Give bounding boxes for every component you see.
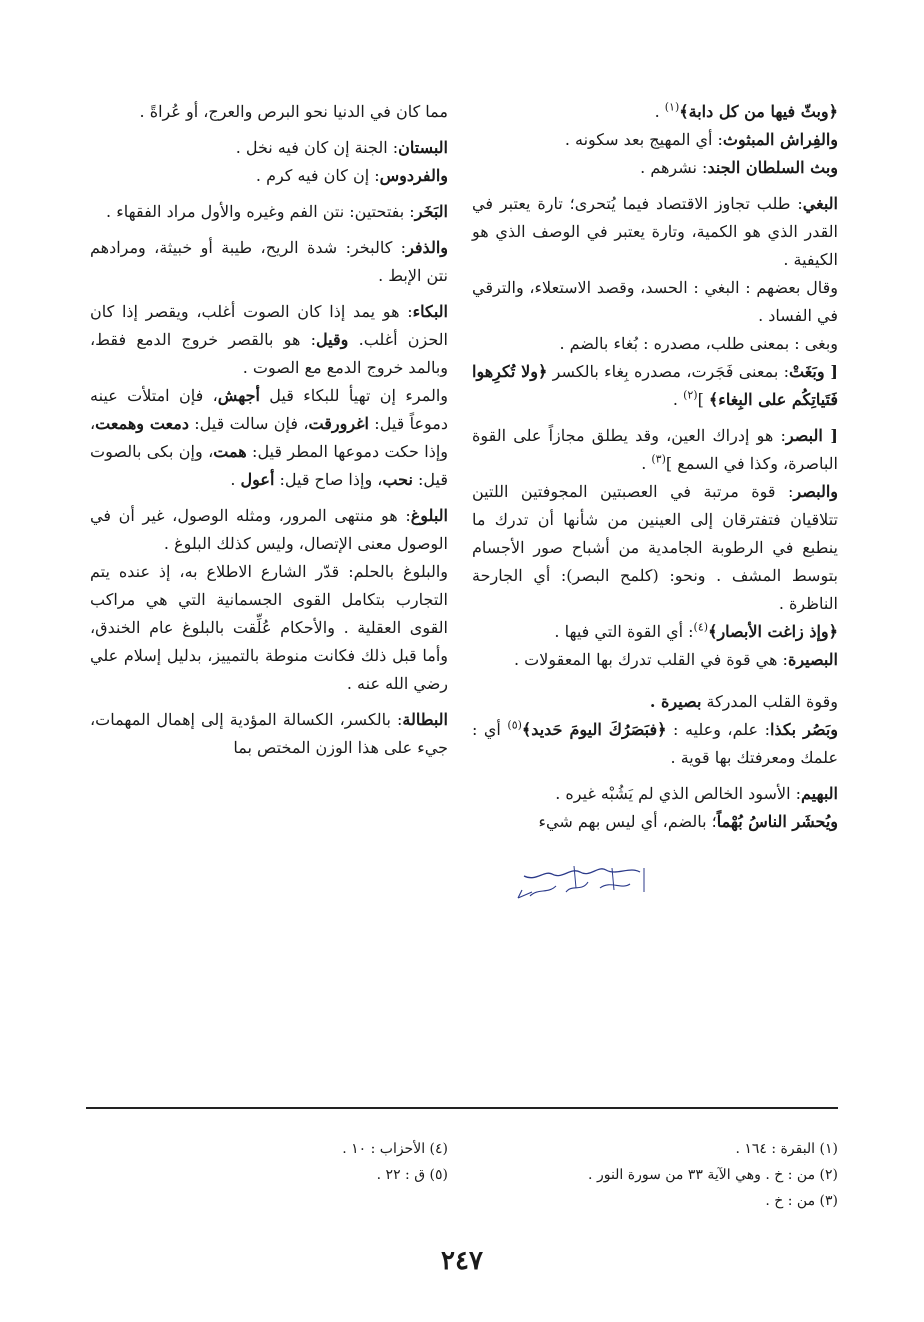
entry-wabath	[472, 98, 838, 126]
entry-bulugh	[90, 502, 448, 558]
footnote-ref: (٤)	[693, 620, 709, 634]
entry-text: : هو بالقصر خروج الدمع فقط، وبالمد خروج الدمع مع الصوت .	[90, 330, 448, 377]
entry-term: والذفر	[406, 238, 448, 257]
entry-term: أجهش	[217, 386, 260, 405]
entry-text: ، وإن بكى بالصوت قيل:	[90, 442, 448, 489]
entry-text: : بفتحتين: نتن الفم وغيره والأول مراد الفقهاء .	[106, 202, 415, 221]
page-number: ٢٤٧	[441, 1246, 483, 1276]
entry-text: : أي المهيج بعد سكونه .	[564, 130, 723, 149]
footnote: (٢) من : خ . وهي الآية ٣٣ من سورة النور .	[588, 1167, 838, 1183]
entry-bustan	[90, 134, 448, 162]
entry-text: وقال بعضهم : البغي : الحسد، وقصد الاستعلاء، والترقي في الفساد .	[472, 278, 838, 325]
handwritten-note	[512, 862, 648, 902]
verse: ﴿ولا تُكرِهوا فَتَياتِكُم على البِغاء﴾	[472, 362, 838, 409]
entry-term: البَخَر	[414, 202, 448, 221]
entry-text: مما كان في الدنيا نحو البرص والعرج، أو عُراةً .	[139, 102, 448, 121]
entry-term: نحب	[382, 470, 413, 489]
entry-dhafar	[90, 234, 448, 290]
entry-text: ؛ بالضم، أي ليس بهم شيء	[538, 812, 717, 831]
entry-wal-basar	[472, 478, 838, 618]
entry-text: : هو يمد إذا كان الصوت أغلب، ويقصر إذا كان الحزن أغلب.	[90, 302, 448, 349]
entry-bath-jund	[472, 154, 838, 182]
entry-term: دمعت وهمعت	[95, 414, 189, 433]
entry-text: : إن كان فيه كرم .	[255, 166, 380, 185]
entry-term: بصيرة .	[649, 692, 702, 711]
entry-term: البهيم	[801, 784, 838, 803]
footnote: (٣) من : خ .	[765, 1193, 838, 1209]
entry-text: : الجنة إن كان فيه نخل .	[235, 138, 399, 157]
entry-term: وقيل	[316, 330, 349, 349]
entry-text: وبغى : بمعنى طلب، مصدره : بُغاء بالضم .	[559, 334, 838, 353]
footnote-ref: (٢)	[683, 388, 698, 402]
footnote-ref: (٥)	[507, 718, 522, 732]
entry-text: : بمعنى فَجَرت، مصدره بِغاء بالكسر	[547, 362, 789, 381]
entry-text: : هي قوة في القلب تدرك بها المعقولات .	[513, 650, 788, 669]
entry-term: اغرورقت	[308, 414, 369, 433]
entry-buhman	[472, 808, 838, 836]
entry-buka-kinds	[90, 382, 448, 494]
footnote-divider	[86, 1107, 838, 1109]
entry-term: [ البصر	[785, 426, 838, 445]
entry-term: البكاء	[412, 302, 448, 321]
footnote-ref: (٣)	[651, 452, 666, 466]
verse: ﴿وبثّ فيها من كل دابة﴾	[679, 102, 838, 121]
entry-text: : علم، وعليه :	[666, 720, 770, 739]
entry-term: والفِراش المبثوث	[722, 130, 838, 149]
entry-term: أعول	[240, 470, 275, 489]
entry-text: .	[641, 454, 652, 473]
entry-bulugh-hilm	[90, 558, 448, 698]
entry-text: وقوة القلب المدركة	[701, 692, 838, 711]
entry-text: : نشرهم .	[640, 158, 708, 177]
entry-basura	[472, 716, 838, 772]
entry-text: أي : علمك ومعرفتك بها قوية .	[472, 720, 838, 767]
entry-text: : أي القوة التي فيها .	[554, 622, 694, 641]
entry-text: : هو إدراك العين، وقد يطلق مجازاً على القوة الباصرة، وكذا في السمع ]	[472, 426, 838, 473]
entry-baghy-qawl	[472, 274, 838, 330]
entry-baghy	[472, 190, 838, 274]
entry-text: .	[230, 470, 241, 489]
entry-term: ويُحشَر الناسُ بُهْماً	[716, 812, 838, 831]
entry-zaghat	[472, 618, 838, 646]
entry-buka	[90, 298, 448, 382]
entry-text: ، فإن امتلأت عينه دموعاً قيل:	[90, 386, 448, 433]
entry-text: ، فإن سالت قيل:	[188, 414, 309, 433]
footnotes-right	[472, 1136, 838, 1214]
footnotes-left	[90, 1136, 448, 1188]
entry-firdaws	[90, 162, 448, 190]
verse: ﴿وإذ زاغت الأبصار﴾	[708, 622, 838, 641]
entry-term: [ وبَغَتْ	[789, 362, 838, 381]
footnote: (١) البقرة : ١٦٤ .	[735, 1141, 838, 1157]
footnote: (٤) الأحزاب : ١٠ .	[342, 1141, 448, 1157]
entry-term: البستان	[398, 138, 448, 157]
entry-bahim	[472, 780, 838, 808]
entry-text: والمرء إن تهيأ للبكاء قيل	[259, 386, 448, 405]
entry-quwwat-qalb	[472, 688, 838, 716]
entry-basira	[472, 646, 838, 674]
entry-text: : هو منتهى المرور، ومثله الوصول، غير أن في الوصول معنى الإتصال، وليس كذلك البلوغ .	[90, 506, 448, 553]
left-column	[90, 98, 448, 762]
footnote-ref: (١)	[664, 100, 680, 114]
entry-text: : الأسود الخالص الذي لم يَشُبْه غيره .	[555, 784, 801, 803]
entry-text: ]	[697, 390, 709, 409]
entry-text: : بالكسر، الكسالة المؤدية إلى إهمال المهمات، جيء على هذا الوزن المختص بما	[90, 710, 448, 757]
entry-text: : كالبخر: شدة الريح، طيبة أو خبيثة، ومرادهم نتن الإبط .	[90, 238, 448, 285]
entry-term: وبَصُر بكذا	[770, 720, 839, 739]
entry-continuation	[90, 98, 448, 126]
entry-term: البغي	[802, 194, 838, 213]
entry-text: : طلب تجاوز الاقتصاد فيما يُتحرى؛ تارة يعتبر في القدر الذي هو الكمية، وتارة يعتبر في الوصف الذي هو الكيفية .	[472, 194, 838, 269]
entry-text: .	[654, 102, 665, 121]
entry-basar	[472, 422, 838, 478]
entry-term: همت	[213, 442, 247, 461]
verse: ﴿فبَصَرُكَ اليومَ حَديد﴾	[521, 720, 667, 739]
entry-term: البصيرة	[787, 650, 838, 669]
entry-term: والفردوس	[379, 166, 448, 185]
entry-text: ، وإذا صاح قيل:	[274, 470, 383, 489]
entry-bagha	[472, 330, 838, 358]
entry-firash	[472, 126, 838, 154]
entry-term: والبصر	[793, 482, 838, 501]
footnote: (٥) ق : ٢٢ .	[376, 1167, 448, 1183]
entry-text: والبلوغ بالحلم: قدّر الشارع الاطلاع به، إذ عنده يتم التجارب بتكامل القوى الجسمانية التي هي مراكب القوى العقلية . والأحكام عُلِّقت بالبلوغ عام الخندق، وأما قبل ذلك فكانت منوطة بالتمييز، بدليل إسلام علي رضي الله عنه .	[90, 562, 448, 693]
entry-term: وبث السلطان الجند	[707, 158, 838, 177]
entry-bakhar	[90, 198, 448, 226]
entry-text: ، وإذا حكت دموعها المطر قيل:	[90, 414, 449, 461]
entry-term: البلوغ	[410, 506, 448, 525]
entry-text: : قوة مرتبة في العصبتين المجوفتين اللتين تتلاقيان فتفترقان إلى العينين من شأنها أن تدرك ما ينطبع في الرطوبة الجامدية من أشباح صور الأجسام بتوسط المشف . ونحو: (كلمح البصر): أي الجارحة الناظرة .	[472, 482, 838, 613]
entry-baghat	[472, 358, 838, 414]
entry-bitala	[90, 706, 448, 762]
entry-term: البطالة	[402, 710, 448, 729]
right-column	[472, 98, 838, 836]
entry-text: .	[672, 390, 684, 409]
